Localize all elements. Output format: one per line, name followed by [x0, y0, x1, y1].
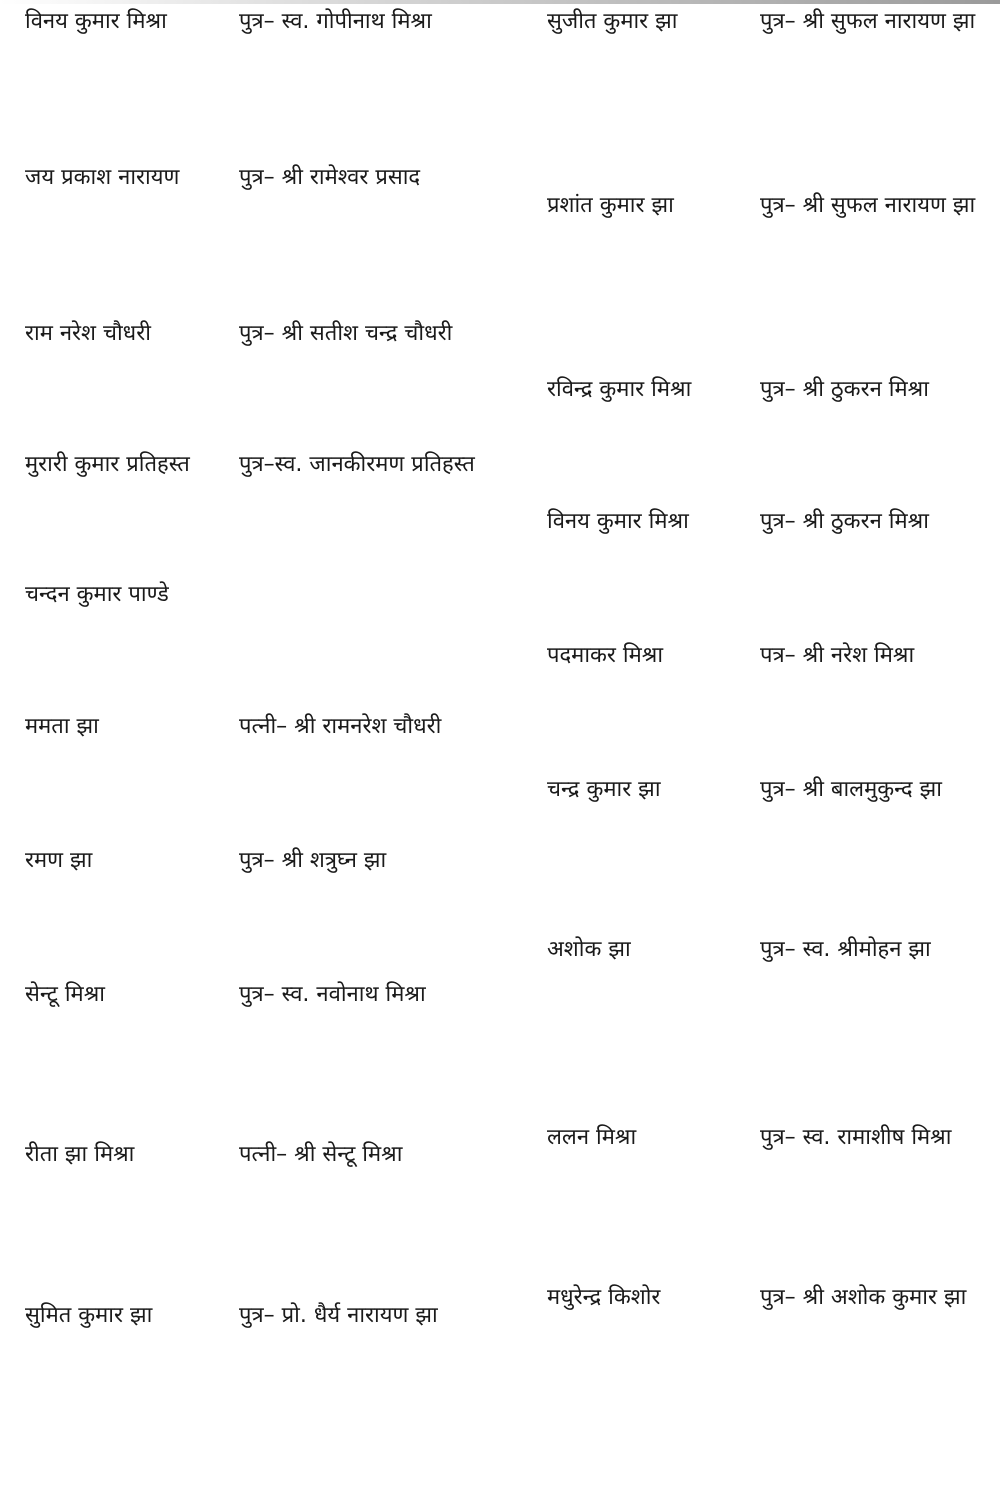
- person-name: सुमित कुमार झा: [25, 1303, 153, 1328]
- person-name: मधुरेन्द्र किशोर: [547, 1285, 661, 1310]
- relation-text: पुत्र– श्री सुफल नारायण झा: [760, 193, 976, 218]
- list-item: [25, 164, 421, 192]
- relation-text: पुत्र– श्री बालमुकुन्द झा: [760, 777, 942, 802]
- list-item: [25, 451, 475, 479]
- relation-text: पत्नी– श्री सेन्टू मिश्रा: [239, 1142, 403, 1167]
- person-name: ललन मिश्रा: [547, 1125, 637, 1150]
- list-item: [547, 508, 929, 536]
- person-name: चन्दन कुमार पाण्डे: [25, 582, 169, 607]
- relation-text: पुत्र– श्री सतीश चन्द्र चौधरी: [239, 321, 453, 346]
- list-item: [25, 713, 442, 741]
- list-item: [25, 8, 432, 36]
- person-name: प्रशांत कुमार झा: [547, 193, 674, 218]
- list-item: [547, 936, 931, 964]
- relation-text: पुत्र– प्रो. धैर्य नारायण झा: [239, 1303, 438, 1328]
- person-name: ममता झा: [25, 714, 99, 739]
- list-item: [547, 8, 976, 36]
- person-name: रविन्द्र कुमार मिश्रा: [547, 377, 692, 402]
- list-item: [25, 981, 426, 1009]
- relation-text: पुत्र– श्री अशोक कुमार झा: [760, 1285, 967, 1310]
- person-name: मुरारी कुमार प्रतिहस्त: [25, 452, 190, 477]
- list-item: [25, 847, 387, 875]
- relation-text: पुत्र– श्री ठुकरन मिश्रा: [760, 509, 929, 534]
- relation-text: पुत्र– स्व. नवोनाथ मिश्रा: [239, 982, 426, 1007]
- person-name: अशोक झा: [547, 937, 631, 962]
- list-item: [547, 642, 915, 670]
- person-name: चन्द्र कुमार झा: [547, 777, 661, 802]
- person-name: सुजीत कुमार झा: [547, 9, 678, 34]
- relation-text: पुत्र– स्व. रामाशीष मिश्रा: [760, 1125, 952, 1150]
- person-name: राम नरेश चौधरी: [25, 321, 151, 346]
- list-item: [25, 1141, 403, 1169]
- person-name: पदमाकर मिश्रा: [547, 643, 664, 668]
- person-name: विनय कुमार मिश्रा: [547, 509, 689, 534]
- person-name: जय प्रकाश नारायण: [25, 165, 180, 190]
- relation-text: पुत्र– स्व. गोपीनाथ मिश्रा: [239, 9, 432, 34]
- list-item: [25, 1302, 438, 1330]
- person-name: सेन्टू मिश्रा: [25, 982, 105, 1007]
- relation-text: पुत्र– श्री शत्रुघ्न झा: [239, 848, 387, 873]
- list-item: [547, 1284, 967, 1312]
- top-edge-rule: [0, 0, 1000, 4]
- relation-text: पुत्र– श्री ठुकरन मिश्रा: [760, 377, 929, 402]
- relation-text: पत्नी– श्री रामनरेश चौधरी: [239, 714, 442, 739]
- relation-text: पुत्र– श्री रामेश्वर प्रसाद: [239, 165, 421, 190]
- list-item: [547, 1124, 952, 1152]
- person-name: रमण झा: [25, 848, 93, 873]
- relation-text: पुत्र– श्री सुफल नारायण झा: [760, 9, 976, 34]
- relation-text: पुत्र– स्व. श्रीमोहन झा: [760, 937, 931, 962]
- list-item: [547, 376, 929, 404]
- relation-text: पत्र– श्री नरेश मिश्रा: [760, 643, 915, 668]
- list-item: [547, 192, 976, 220]
- relation-text: पुत्र–स्व. जानकीरमण प्रतिहस्त: [239, 452, 475, 477]
- list-item: [25, 320, 453, 348]
- list-item: [25, 581, 169, 609]
- person-name: रीता झा मिश्रा: [25, 1142, 135, 1167]
- person-name: विनय कुमार मिश्रा: [25, 9, 167, 34]
- list-item: [547, 776, 942, 804]
